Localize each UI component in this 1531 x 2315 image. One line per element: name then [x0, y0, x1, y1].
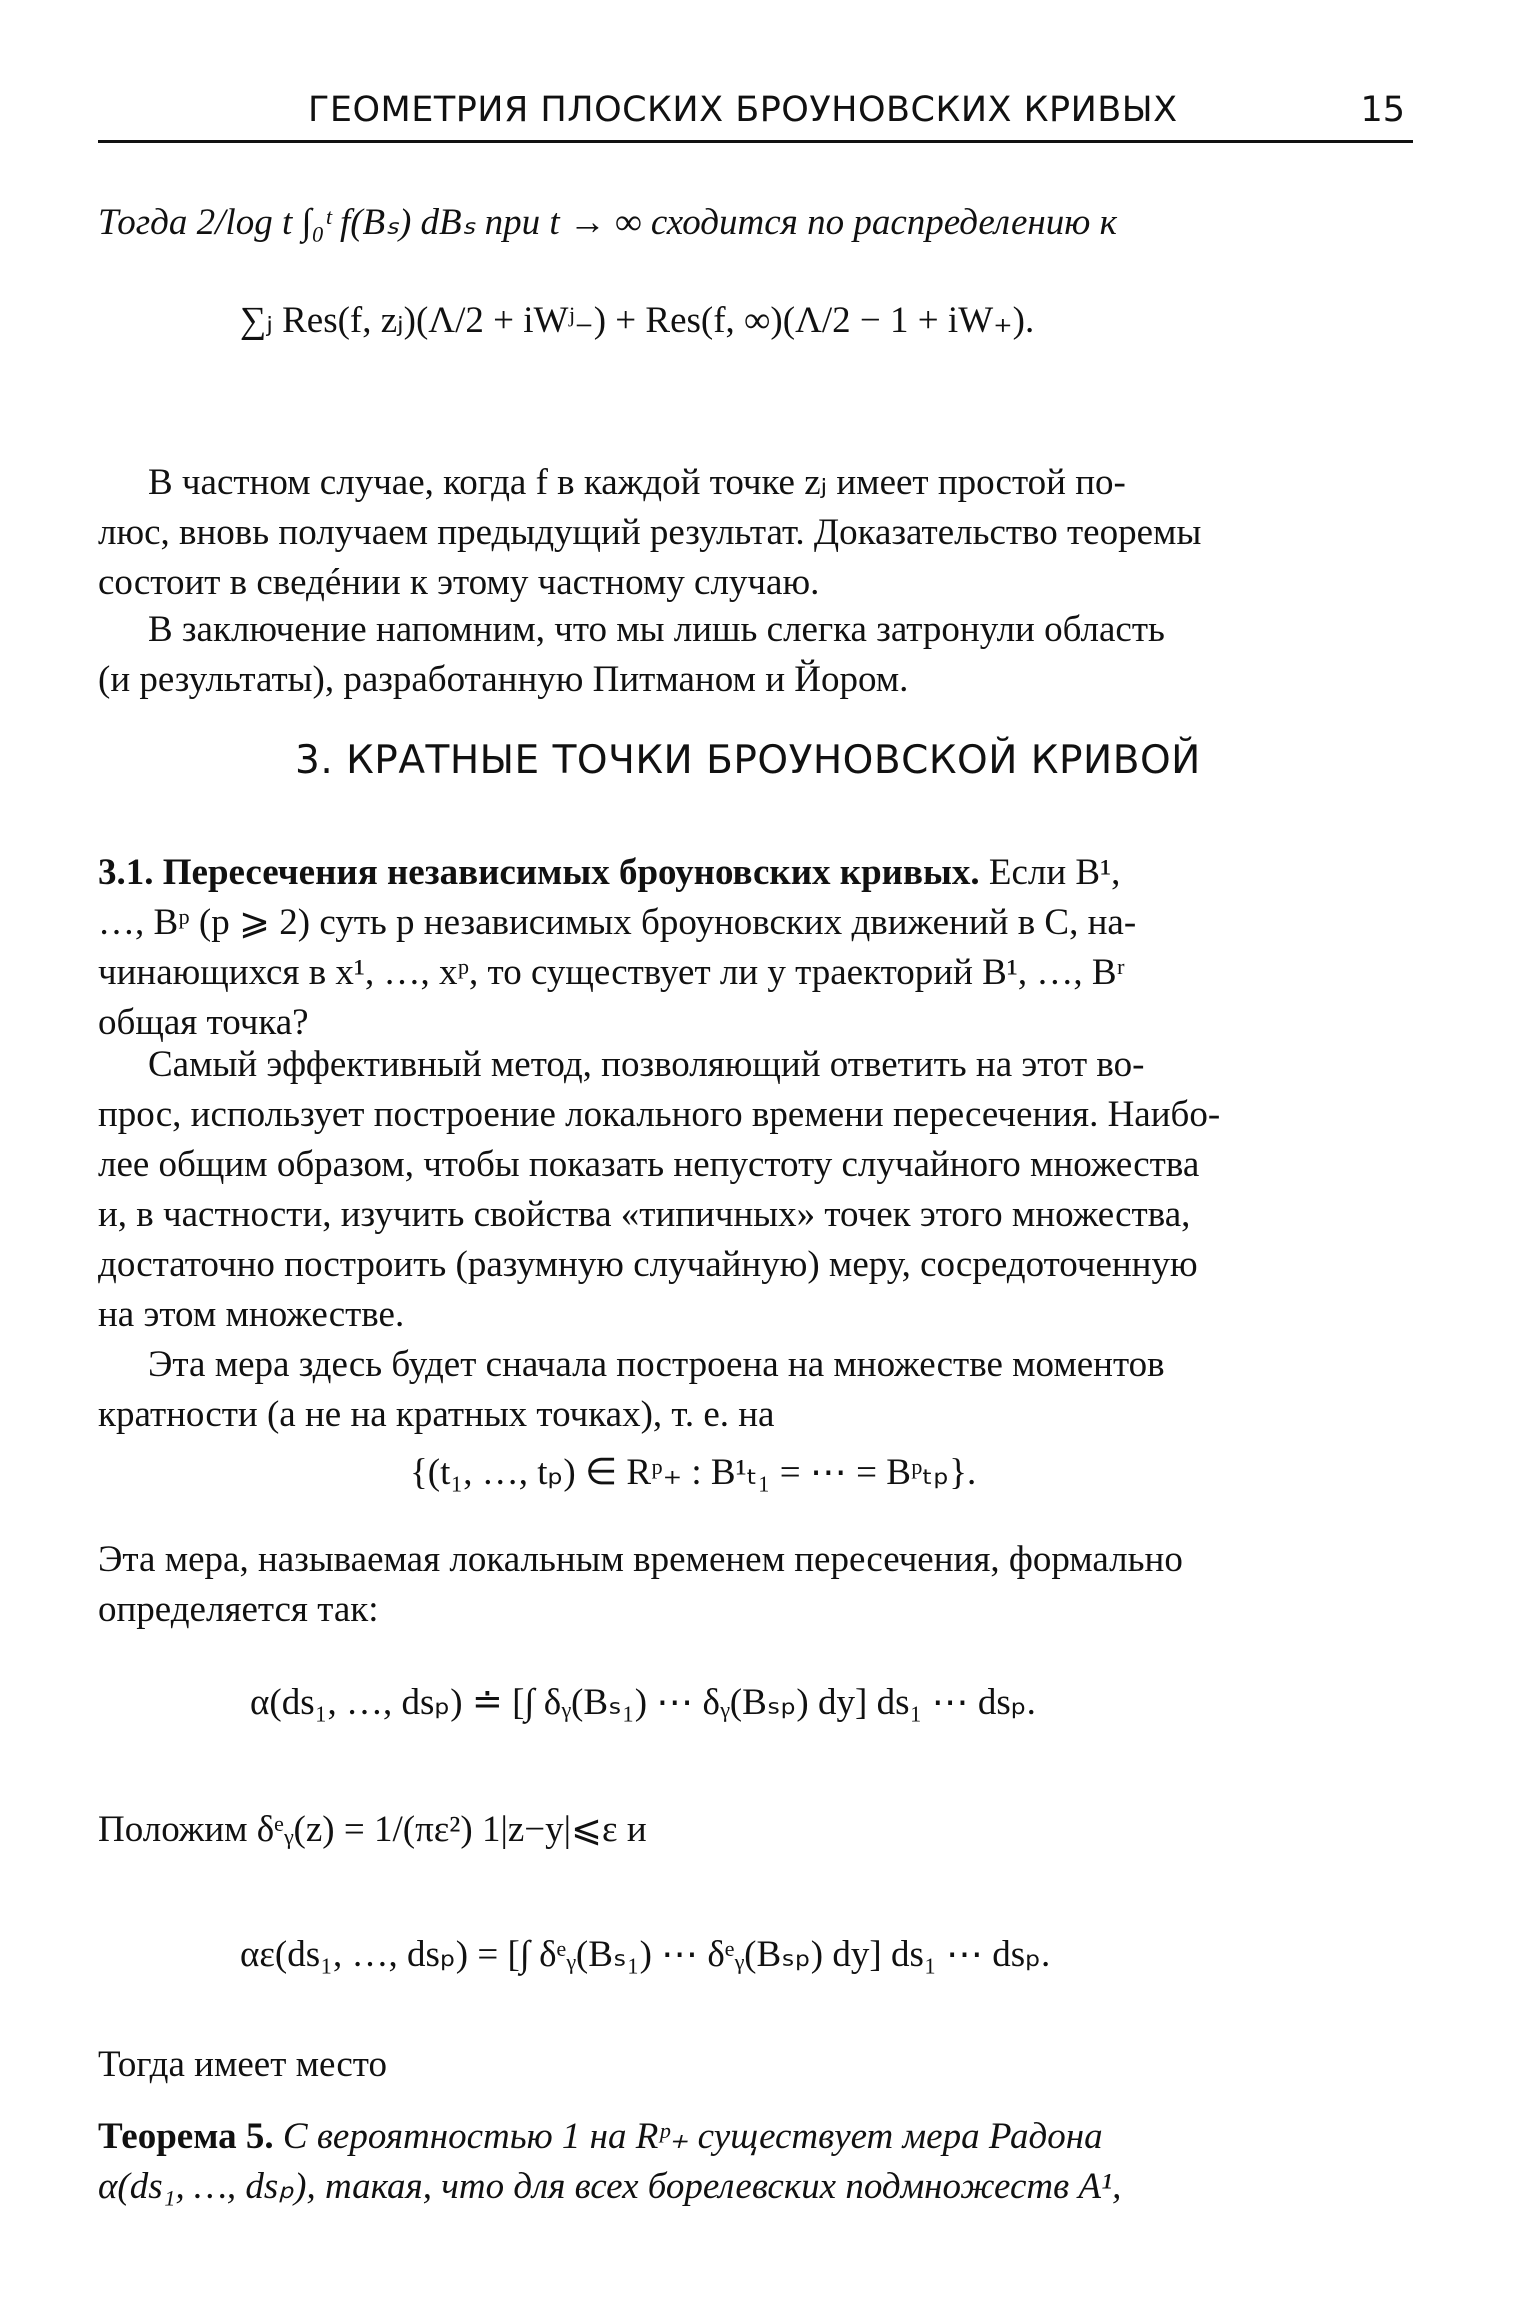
running-title: ГЕОМЕТРИЯ ПЛОСКИХ БРОУНОВСКИХ КРИВЫХ: [308, 90, 1178, 130]
formula-approx-local-time: αε(ds₁, …, dsₚ) = [∫ δᵉᵧ(Bₛ₁) ⋯ δᵉᵧ(Bₛₚ) dy] ds₁ ⋯ dsₚ.: [240, 1934, 1051, 1975]
paragraph-measure: [98, 1340, 1413, 1440]
text-line: Эта мера, называемая локальным временем пересечения, формально: [98, 1539, 1183, 1580]
text-line: Положим δᵉᵧ(z) = 1/(πε²) 1|z−y|⩽ε и: [98, 1809, 647, 1850]
paragraph-then: [98, 2040, 1413, 2090]
text-line: В заключение напомним, что мы лишь слегка затронули область: [148, 609, 1165, 650]
text-line: чинающихся в x¹, …, xᵖ, то существует ли у траекторий B¹, …, Bʳ: [98, 952, 1125, 993]
subsection-intro: [98, 848, 1413, 1048]
text-line: …, Bᵖ (p ⩾ 2) суть p независимых броуновских движений в C, на-: [98, 902, 1137, 943]
formula-multiplicity-set: {(t₁, …, tₚ) ∈ Rᵖ₊ : B¹ₜ₁ = ⋯ = Bᵖₜₚ}.: [410, 1452, 977, 1493]
running-header: [98, 90, 1413, 143]
theorem-label: Теорема 5.: [98, 2116, 274, 2157]
text-line: Тогда 2/log t ∫₀ᵗ f(Bₛ) dBₛ при t → ∞ сходится по распределению к: [98, 202, 1117, 243]
text-line: и, в частности, изучить свойства «типичных» точек этого множества,: [98, 1194, 1191, 1235]
subsection-title: 3.1. Пересечения независимых броуновских кривых.: [98, 852, 980, 893]
text-line: определяется так:: [98, 1589, 379, 1630]
text-line: состоит в сведéнии к этому частному случаю.: [98, 562, 820, 603]
formula-local-time: α(ds₁, …, dsₚ) ≐ [∫ δᵧ(Bₛ₁) ⋯ δᵧ(Bₛₚ) dy] ds₁ ⋯ dsₚ.: [250, 1682, 1036, 1723]
section-heading: 3. КРАТНЫЕ ТОЧКИ БРОУНОВСКОЙ КРИВОЙ: [295, 738, 1201, 783]
text-line: люс, вновь получаем предыдущий результат. Доказательство теоремы: [98, 512, 1202, 553]
text-line: кратности (а не на кратных точках), т. е. на: [98, 1394, 775, 1435]
page-number: 15: [1360, 90, 1405, 130]
theorem-5: [98, 2112, 1413, 2212]
text-line: (и результаты), разработанную Питманом и Йором.: [98, 659, 909, 700]
text-line: прос, использует построение локального времени пересечения. Наибо-: [98, 1094, 1221, 1135]
text-line: общая точка?: [98, 1002, 309, 1043]
text-line: Самый эффективный метод, позволяющий ответить на этот во-: [148, 1044, 1145, 1085]
paragraph-definition: [98, 1535, 1413, 1635]
paragraph-special-case: [98, 458, 1413, 608]
text-line: Тогда имеет место: [98, 2044, 387, 2085]
paragraph-method: [98, 1040, 1413, 1340]
text-line: на этом множестве.: [98, 1294, 405, 1335]
formula-residue-sum: ∑ⱼ Res(f, zⱼ)(Λ/2 + iWʲ₋) + Res(f, ∞)(Λ/2 − 1 + iW₊).: [240, 300, 1035, 341]
text-line: α(ds₁, …, dsₚ), такая, что для всех борелевских подмножеств A¹,: [98, 2166, 1122, 2207]
paragraph-conclusion: [98, 605, 1413, 705]
text-line: Если B¹,: [979, 852, 1121, 893]
theorem-conclusion-line: [98, 198, 1413, 248]
text-line: Эта мера здесь будет сначала построена на множестве моментов: [148, 1344, 1165, 1385]
text-line: лее общим образом, чтобы показать непустоту случайного множества: [98, 1144, 1200, 1185]
text-line: В частном случае, когда f в каждой точке zⱼ имеет простой по-: [148, 462, 1126, 503]
text-line: достаточно построить (разумную случайную) меру, сосредоточенную: [98, 1244, 1198, 1285]
paragraph-put: [98, 1805, 1413, 1855]
text-line: С вероятностью 1 на Rᵖ₊ существует мера Радона: [273, 2116, 1103, 2157]
